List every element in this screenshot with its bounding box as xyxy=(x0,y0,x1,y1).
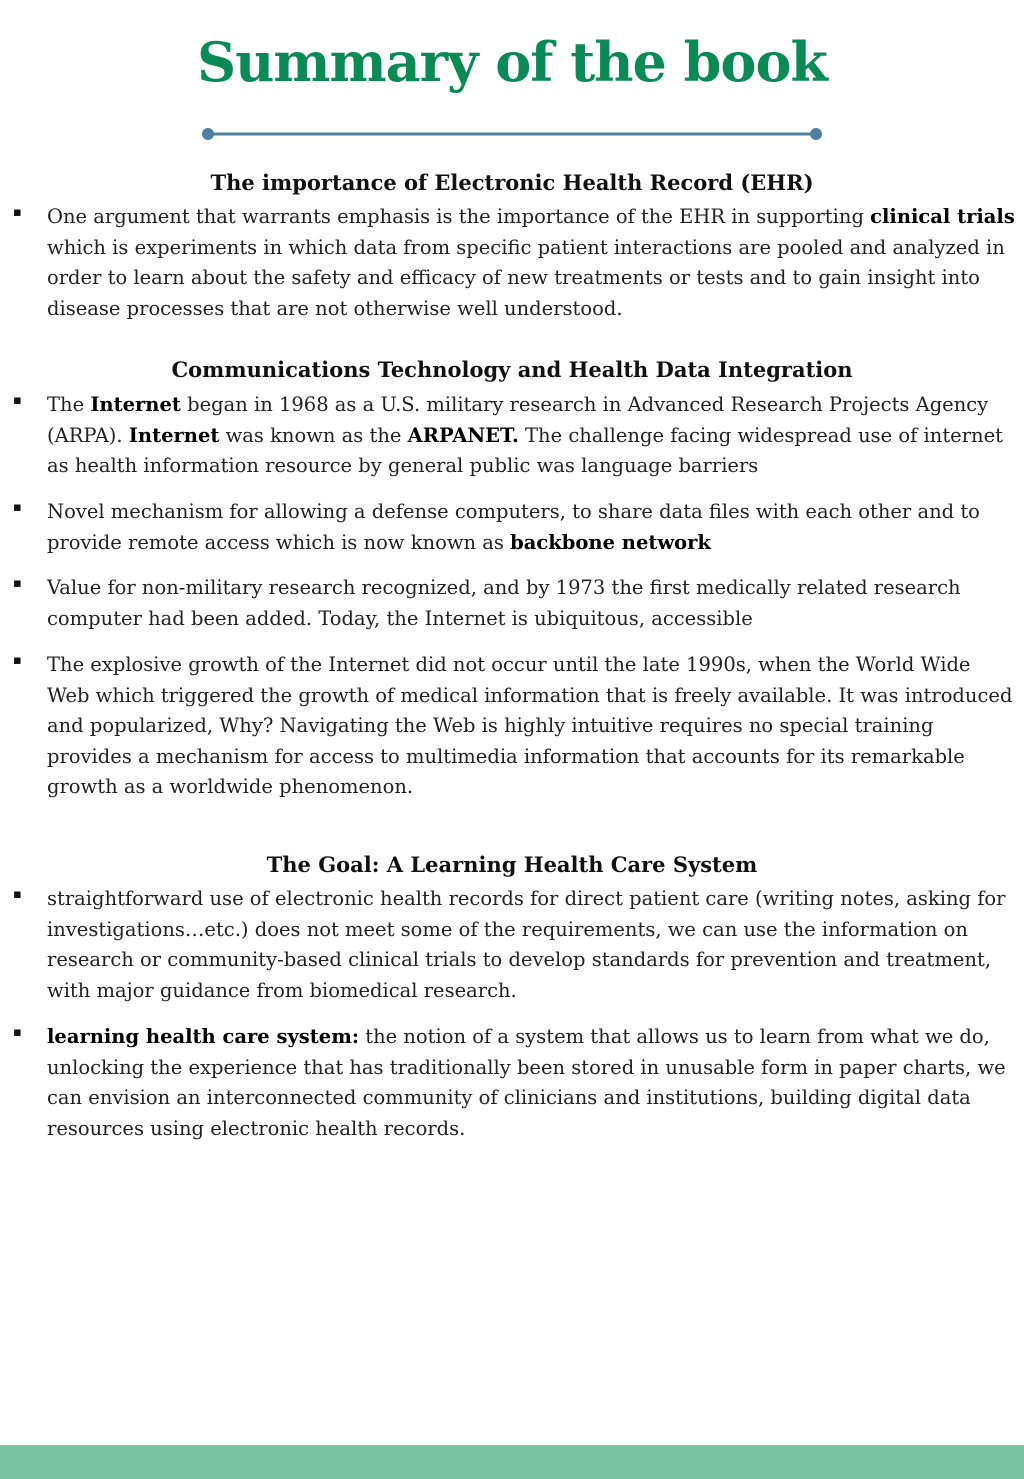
divider-right-dot xyxy=(810,128,822,140)
text-run: The xyxy=(47,393,91,416)
bullet-marker: ▪ xyxy=(13,500,22,515)
divider-left-dot xyxy=(202,128,214,140)
bullet-text xyxy=(47,650,1017,803)
bold-term: Internet xyxy=(90,393,181,416)
bullet-marker: ▪ xyxy=(13,393,22,408)
title-divider xyxy=(200,124,824,144)
bullet-text xyxy=(47,390,1017,482)
bullet-text xyxy=(47,497,1017,558)
bullet-text xyxy=(47,884,1017,1006)
bullet-text xyxy=(47,573,1017,634)
bold-term: ARPANET. xyxy=(407,423,519,447)
text-run: straightforward use of electronic health records for direct patient care (writing notes, asking for investigations…etc.) does not meet some of the requirements, we can use the information on research or community-based clinical trials to develop standards for prevention and treatment, with major guidance from biomedical research. xyxy=(47,887,1006,1002)
bold-term: learning health care system: xyxy=(47,1025,360,1048)
bullet-marker: ▪ xyxy=(13,576,22,591)
section-heading-ehr: The importance of Electronic Health Record (EHR) xyxy=(210,170,814,195)
text-run: The challenge facing widespread use of internet as health information resource by general public was language barriers xyxy=(47,423,1003,477)
section-heading-communications: Communications Technology and Health Data Integration xyxy=(171,357,853,382)
bullet-text xyxy=(47,202,1017,324)
bullet-marker: ▪ xyxy=(13,653,22,668)
text-run: began in 1968 as a U.S. military research in Advanced Research Projects Agency (ARPA). xyxy=(47,393,989,447)
bold-term: clinical trials xyxy=(870,205,1015,228)
text-run: Novel mechanism for allowing a defense computers, to share data files with each other and to provide remote access which is now known as xyxy=(47,500,980,554)
bullet-marker: ▪ xyxy=(13,887,22,902)
bullet-marker: ▪ xyxy=(13,1025,22,1040)
bold-term: Internet xyxy=(128,423,220,447)
section-heading-learning-health-care: The Goal: A Learning Health Care System xyxy=(266,852,758,877)
bullet-text xyxy=(47,1022,1017,1144)
footer-bar xyxy=(0,1445,1024,1479)
text-run: The explosive growth of the Internet did not occur until the late 1990s, when the World Wide Web which triggered the growth of medical information that is freely available. It was introduced and popularized, Why? Navigating the Web is highly intuitive requires no special training provides a mechanism for access to multimedia information that accounts for its remarkable growth as a worldwide phenomenon. xyxy=(47,653,1013,798)
text-run: Value for non-military research recognized, and by 1973 the first medically related research computer had been added. Today, the Internet is ubiquitous, accessible xyxy=(47,576,961,630)
bold-term: backbone network xyxy=(510,530,711,554)
bullet-marker: ▪ xyxy=(13,205,22,220)
text-run: was known as the xyxy=(219,423,408,447)
text-run: the notion of a system that allows us to learn from what we do, unlocking the experience that has traditionally been stored in unusable form in paper charts, we can envision an interconnected community of clinicians and institutions, building digital data resources using electronic health records. xyxy=(47,1025,1006,1140)
text-run: which is experiments in which data from specific patient interactions are pooled and analyzed in order to learn about the safety and efficacy of new treatments or tests and to gain insight into disease processes that are not otherwise well understood. xyxy=(47,235,1005,320)
page-title: Summary of the book xyxy=(197,30,827,94)
text-run: One argument that warrants emphasis is the importance of the EHR in supporting xyxy=(47,205,871,228)
